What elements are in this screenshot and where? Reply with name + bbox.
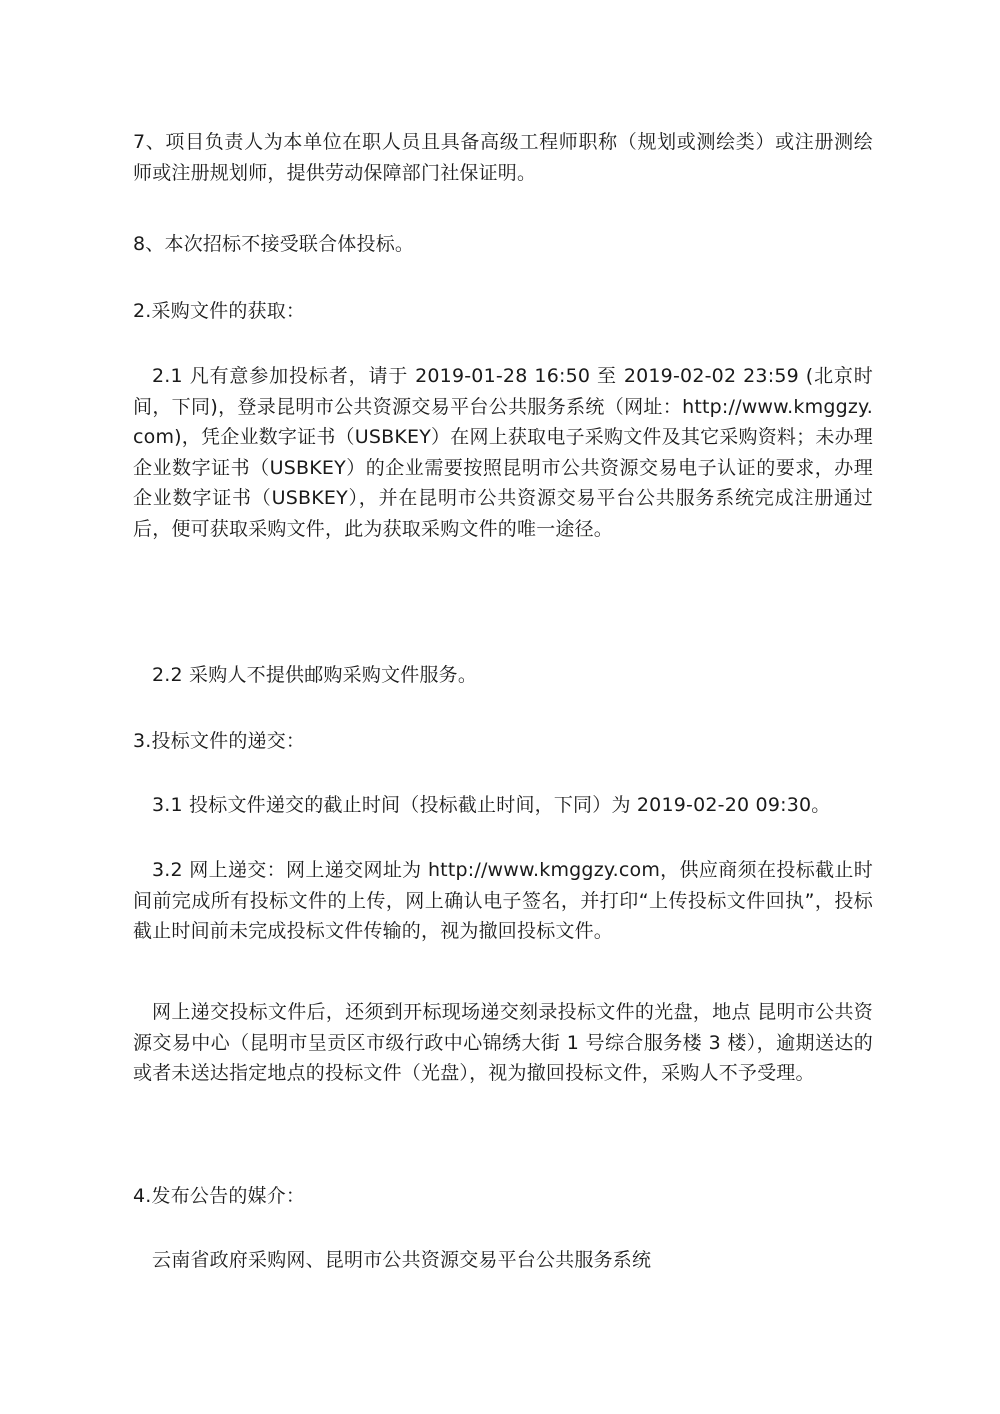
section-heading-2: 2.采购文件的获取： xyxy=(133,300,306,322)
paragraph-item-8: 8、本次招标不接受联合体投标。 xyxy=(133,233,415,255)
paragraph-3-2: 3.2 网上递交：网上递交网址为 http://www.kmggzy.com，供应商须在投标截止时间前完成所有投标文件的上传，网上确认电子签名，并打印“上传投标文件回执”，投标截止时间前未完成投标文件传输的，视为撤回投标文件。 xyxy=(133,859,873,943)
paragraph-2-1: 2.1 凡有意参加投标者，请于 2019-01-28 16:50 至 2019-02-02 23:59 (北京时间，下同)，登录昆明市公共资源交易平台公共服务系统（网址：http://www.kmggzy.com)，凭企业数字证书（USBKEY）在网上获取电子采购文件及其它采购资料；未办理企业数字证书（USBKEY）的企业需要按照昆明市公共资源交易电子认证的要求，办理企业数字证书（USBKEY），并在昆明市公共资源交易平台公共服务系统完成注册通过后，便可获取采购文件，此为获取采购文件的唯一途径。 xyxy=(133,365,873,540)
section-heading-3: 3.投标文件的递交： xyxy=(133,730,306,752)
paragraph-item-7: 7、项目负责人为本单位在职人员且具备高级工程师职称（规划或测绘类）或注册测绘师或注册规划师，提供劳动保障部门社保证明。 xyxy=(133,131,873,184)
paragraph-4-1: 云南省政府采购网、昆明市公共资源交易平台公共服务系统 xyxy=(152,1249,652,1271)
paragraph-3-1: 3.1 投标文件递交的截止时间（投标截止时间，下同）为 2019-02-20 09:30。 xyxy=(152,794,831,816)
paragraph-2-2: 2.2 采购人不提供邮购采购文件服务。 xyxy=(152,664,478,686)
section-heading-4: 4.发布公告的媒介： xyxy=(133,1185,306,1207)
paragraph-3-3: 网上递交投标文件后，还须到开标现场递交刻录投标文件的光盘，地点 昆明市公共资源交易中心（昆明市呈贡区市级行政中心锦绣大街 1 号综合服务楼 3 楼），逾期送达的或者未送达指定地点的投标文件（光盘），视为撤回投标文件，采购人不予受理。 xyxy=(133,1001,873,1085)
